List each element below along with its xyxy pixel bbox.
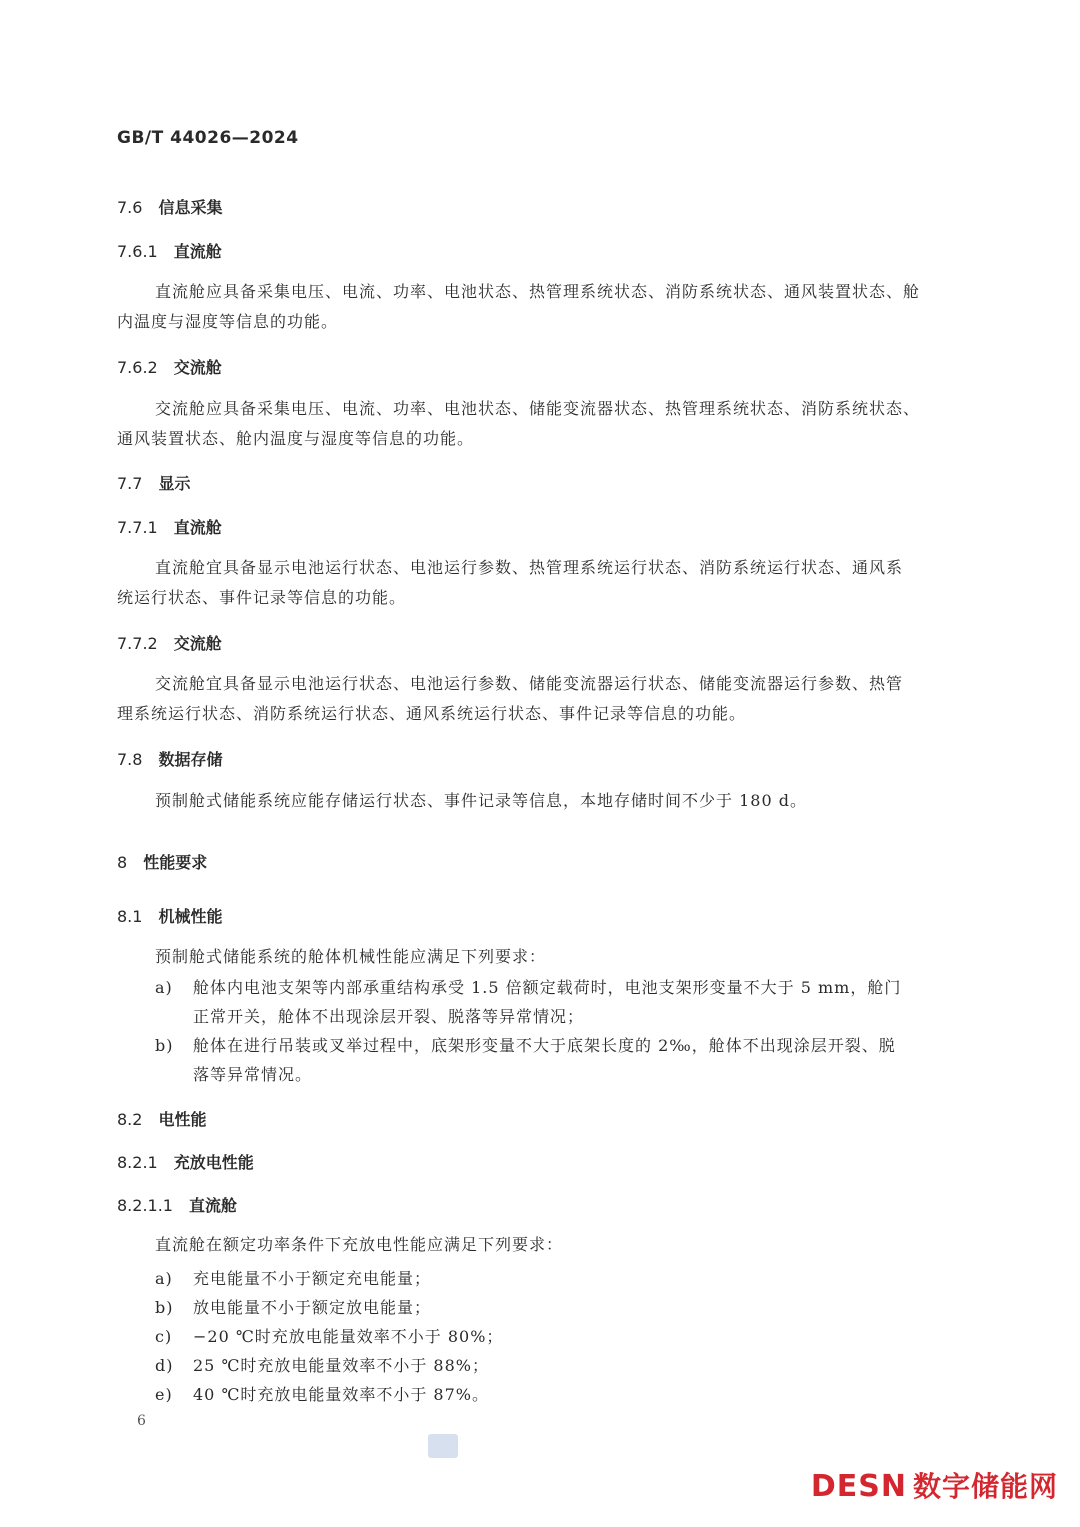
paragraph-line: 直流舱应具备采集电压、电流、功率、电池状态、热管理系统状态、消防系统状态、通风装置状态、舱 [155,282,921,301]
section-heading-8-1 [117,904,222,927]
list-text: −20 ℃时充放电能量效率不小于 80%； [193,1327,504,1346]
section-title: 机械性能 [158,907,223,926]
list-item [155,1353,489,1376]
list-item [155,1266,431,1289]
list-text: 40 ℃时充放电能量效率不小于 87%。 [193,1385,489,1404]
paragraph-line: 预制舱式储能系统应能存储运行状态、事件记录等信息，本地存储时间不少于 180 d。 [155,791,807,810]
logo-mark: DESN [810,1469,907,1504]
page-number: 6 [137,1413,146,1429]
list-item [155,1295,431,1318]
list-label: b) [155,1036,174,1055]
paragraph-line: 预制舱式储能系统的舱体机械性能应满足下列要求： [155,947,547,966]
section-heading-7-7-2 [117,631,222,654]
section-number: 7.7 [117,474,143,493]
section-heading-7-6-1 [117,239,222,262]
section-heading-8-2-1 [117,1150,254,1173]
logo-text: 数字储能网 [912,1470,1058,1503]
list-label: b) [155,1298,174,1317]
list-item [155,1324,503,1347]
list-label: c) [155,1327,173,1346]
section-heading-7-6-2 [117,355,222,378]
paragraph-line: 统运行状态、事件记录等信息的功能。 [117,588,407,607]
section-number: 8 [117,853,128,872]
list-text: 25 ℃时充放电能量效率不小于 88%； [193,1356,489,1375]
list-text: 充电能量不小于额定充电能量； [193,1269,432,1288]
section-heading-7-7 [117,471,190,494]
section-title: 性能要求 [143,853,208,872]
section-title: 显示 [158,474,191,493]
site-logo [811,1465,1058,1505]
paragraph-line: 直流舱宜具备显示电池运行状态、电池运行参数、热管理系统运行状态、消防系统运行状态、通风系 [155,558,904,577]
list-label: d) [155,1356,174,1375]
section-title: 直流舱 [173,242,222,261]
section-heading-7-8 [117,747,222,770]
section-heading-7-7-1 [117,515,222,538]
section-title: 交流舱 [173,358,222,377]
list-item [155,975,901,998]
paragraph-line: 交流舱宜具备显示电池运行状态、电池运行参数、储能变流器运行状态、储能变流器运行参数、热管 [155,674,904,693]
list-text: 舱体内电池支架等内部承重结构承受 1.5 倍额定载荷时，电池支架形变量不大于 5 mm，舱门 [193,978,902,997]
section-title: 直流舱 [173,518,222,537]
section-heading-8-2 [117,1107,206,1130]
section-title: 信息采集 [158,198,223,217]
section-heading-7-6 [117,195,222,218]
section-number: 8.1 [117,907,143,926]
section-number: 8.2.1.1 [117,1196,173,1215]
section-number: 7.6.1 [117,242,158,261]
paragraph-line: 通风装置状态、舱内温度与湿度等信息的功能。 [117,429,475,448]
paragraph-line: 直流舱在额定功率条件下充放电性能应满足下列要求： [155,1235,564,1254]
paragraph-line: 交流舱应具备采集电压、电流、功率、电池状态、储能变流器状态、热管理系统状态、消防系统状态、 [155,399,921,418]
section-heading-8-2-1-1 [117,1193,237,1216]
section-number: 7.8 [117,750,143,769]
list-item [155,1382,489,1405]
section-title: 直流舱 [188,1196,237,1215]
paragraph-line: 内温度与湿度等信息的功能。 [117,312,339,331]
list-label: a) [155,1269,173,1288]
list-text: 舱体在进行吊装或叉举过程中，底架形变量不大于底架长度的 2‰，舱体不出现涂层开裂、脱 [193,1036,896,1055]
list-item [155,1033,896,1056]
list-item-continuation: 正常开关，舱体不出现涂层开裂、脱落等异常情况； [193,1007,585,1026]
watermark-stamp [428,1434,458,1458]
standard-number: GB/T 44026—2024 [117,128,299,148]
section-title: 交流舱 [173,634,222,653]
section-number: 8.2.1 [117,1153,158,1172]
section-number: 7.6.2 [117,358,158,377]
section-title: 电性能 [158,1110,207,1129]
section-number: 7.7.2 [117,634,158,653]
list-label: e) [155,1385,173,1404]
section-title: 充放电性能 [173,1153,254,1172]
section-number: 7.7.1 [117,518,158,537]
chapter-heading-8 [117,850,207,873]
list-text: 放电能量不小于额定放电能量； [193,1298,432,1317]
list-label: a) [155,978,173,997]
section-title: 数据存储 [158,750,223,769]
list-item-continuation: 落等异常情况。 [193,1065,313,1084]
paragraph-line: 理系统运行状态、消防系统运行状态、通风系统运行状态、事件记录等信息的功能。 [117,704,747,723]
section-number: 7.6 [117,198,143,217]
section-number: 8.2 [117,1110,143,1129]
